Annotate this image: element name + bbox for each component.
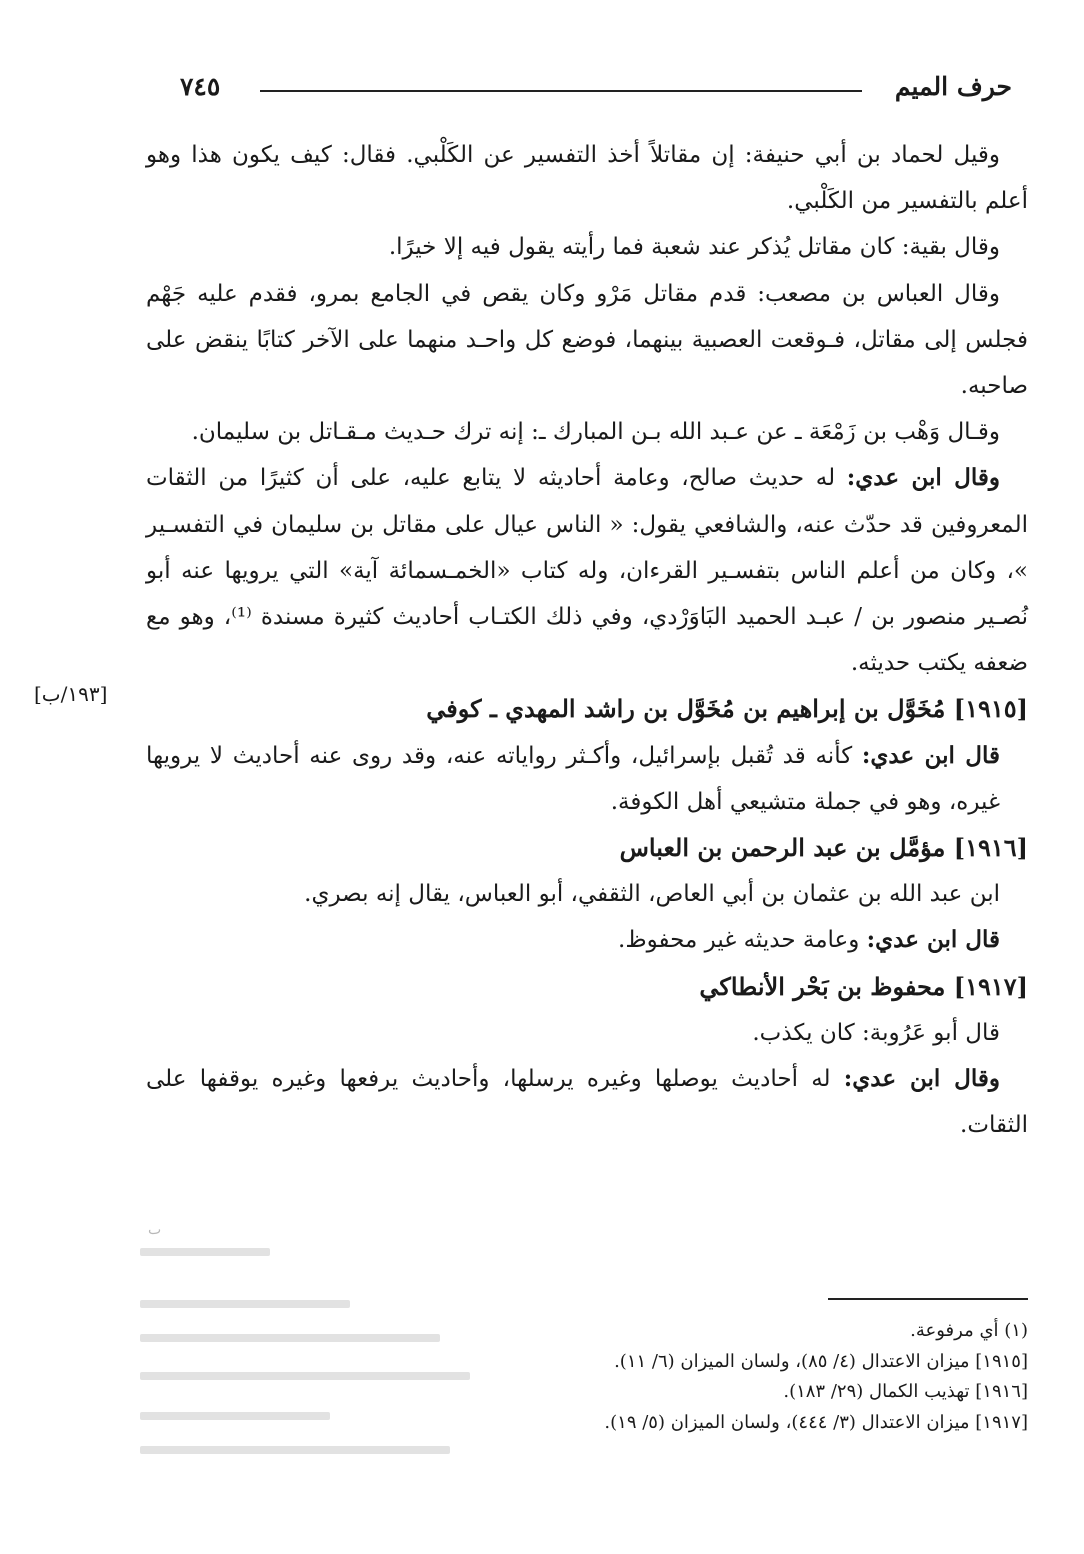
- running-head: حرف الميم: [894, 72, 1012, 101]
- entry-1917-line: قال أبو عَرُوبة: كان يكذب.: [752, 1019, 1000, 1046]
- quote-text: له حديث صالح، وعامة أحاديثه لا يتابع عليه، على أن كثيرًا من الثقات المعروفين قد حدّث عنه، والشافعي يقول: « الناس عيال على مقاتل بن سليمان في التفسـير »، وكان من أعلم الناس بتفسـير القرءان، وله كتاب «الخمـسمائة آية» التي يرويها عنه أبو نُصـير منصور بن / عبـد الحميد البَاوَرْدي، وفي ذلك الكتـاب أحاديث كثيرة مسندة ⁽¹⁾، وهو مع ضعفه يكتب حديثه.: [146, 465, 1028, 677]
- main-text: [146, 132, 1028, 1148]
- page-header: [150, 68, 1012, 108]
- bleed-through-text: [140, 1246, 470, 1257]
- quote-label: قال ابن عدي:: [861, 741, 1000, 769]
- bleed-through-text: [140, 1444, 470, 1455]
- quote-text: كأنه قد تُقبل بإسرائيل، وأكـثر رواياته عنه، وقد روى عنه أحاديث لا يرويها غيره، وهو في جملة متشيعي أهل الكوفة.: [146, 742, 1000, 815]
- entry-title-1916: [١٩١٦] مؤمَّل بن عبد الرحمن بن العباس: [619, 833, 1028, 863]
- bleed-through-text: [140, 1298, 470, 1309]
- quote-text: له أحاديث يوصلها وغيره يرسلها، وأحاديث يرفعها وغيره يوقفها على الثقات.: [146, 1066, 1028, 1139]
- entry-1915-paragraph: [146, 733, 1028, 825]
- footnote: [١٩١٦] تهذيب الكمال (٢٩/ ١٨٣).: [783, 1381, 1028, 1402]
- bleed-through-mark: ٮ: [148, 1222, 162, 1238]
- quote-label: وقال ابن عدي:: [843, 1065, 1000, 1093]
- paragraph: وقال العباس بن مصعب: قدم مقاتل مَرْو وكان يقص في الجامع بمرو، فقدم عليه جَهْم فجلس إلى مقاتل، فـوقعت العصبية بينهما، فوضع كل واحـد منهما على الآخر كتابًا ينقض على صاحبه.: [146, 280, 1028, 400]
- footnote-rule: [828, 1298, 1028, 1300]
- entry-1916-line: ابن عبد الله بن عثمان بن أبي العاص، الثقفي، أبو العباس، يقال إنه بصري.: [304, 881, 1000, 908]
- quote-text: وعامة حديثه غير محفوظ.: [618, 927, 867, 954]
- header-rule: [260, 90, 862, 92]
- entry-title-1915: [١٩١٥] مُخَوَّل بن إبراهيم بن مُخَوَّل بن راشد المهدي ـ كوفي: [426, 694, 1028, 724]
- quote-label: قال ابن عدي:: [866, 926, 1000, 954]
- quote-label: وقال ابن عدي:: [846, 464, 1000, 492]
- paragraph: وقيل لحماد بن أبي حنيفة: إن مقاتلاً أخذ التفسير عن الكَلْبي. فقال: كيف يكون هذا وهو أعلم بالتفسير من الكَلْبي.: [146, 142, 1028, 215]
- footnote: [١٩١٧] ميزان الاعتدال (٣/ ٤٤٤)، ولسان الميزان (٥/ ١٩).: [604, 1411, 1028, 1433]
- footnote: [١٩١٥] ميزان الاعتدال (٤/ ٨٥)، ولسان الميزان (٦/ ١١).: [614, 1350, 1028, 1372]
- entry-1916-paragraph: [146, 917, 1028, 963]
- paragraph: وقـال وَهْب بن زَمْعَة ـ عن عـبد الله بـن المبارك ـ: إنه ترك حـديث مـقـاتل بن سليمان.: [191, 419, 1000, 446]
- ibn-adi-paragraph: [146, 455, 1028, 686]
- entry-1917-paragraph: [146, 1056, 1028, 1148]
- footnotes: [146, 1316, 1028, 1438]
- margin-folio-reference: [١٩٣/ب]: [34, 682, 108, 706]
- entry-title-1917: [١٩١٧] محفوظ بن بَحْر الأنطاكي: [699, 971, 1028, 1001]
- page-number: ٧٤٥: [180, 72, 221, 101]
- paragraph: وقال بقية: كان مقاتل يُذكر عند شعبة فما رأيته يقول فيه إلا خيرًا.: [388, 234, 1000, 261]
- footnote: (١) أي مرفوعة.: [910, 1320, 1028, 1341]
